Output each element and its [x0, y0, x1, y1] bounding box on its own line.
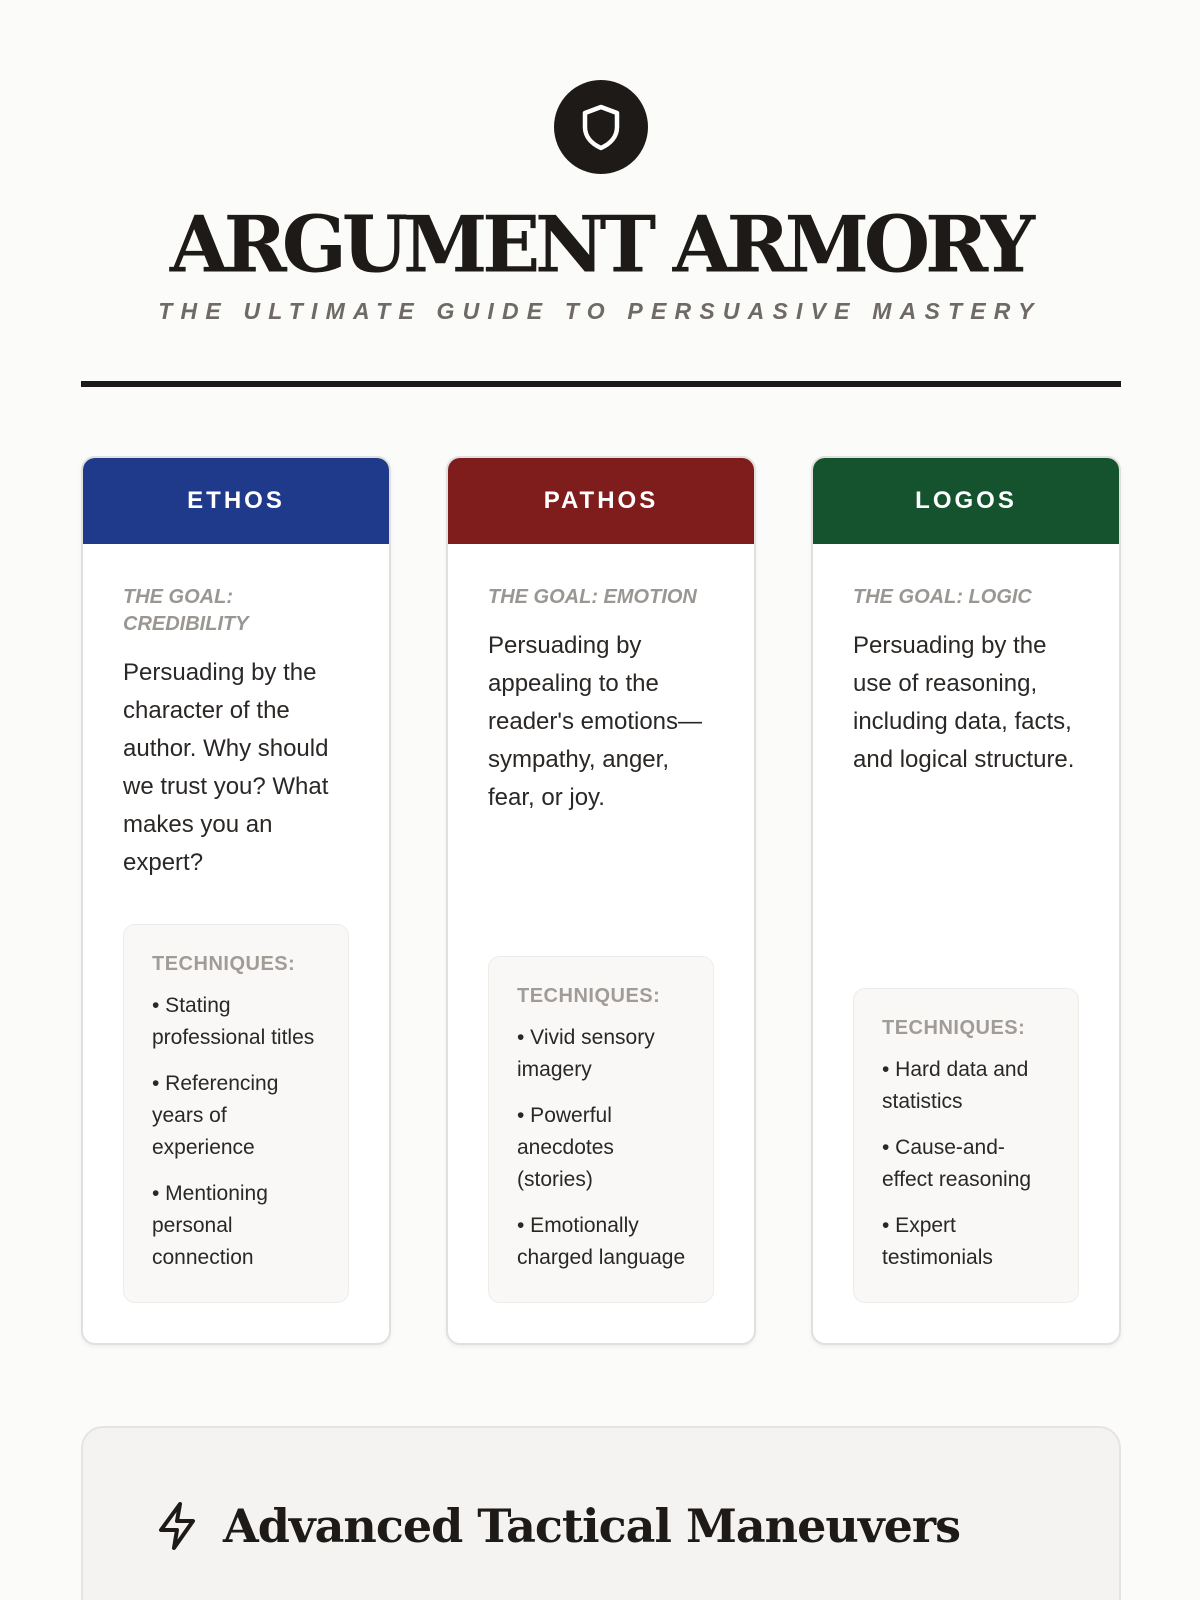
- shield-icon: [554, 80, 648, 174]
- pillar-card-pathos: [446, 456, 756, 1345]
- pillar-goal: THE GOAL: LOGIC: [853, 586, 1032, 608]
- section-title: Advanced Tactical Maneuvers: [223, 1499, 960, 1553]
- page-subtitle: THE ULTIMATE GUIDE TO PERSUASIVE MASTERY: [158, 298, 1042, 324]
- advanced-section: [81, 1426, 1121, 1600]
- lightning-icon: [153, 1500, 201, 1552]
- technique-item: • Expert testimonials: [882, 1214, 993, 1269]
- technique-item: • Mentioning personal connection: [152, 1182, 268, 1269]
- technique-item: • Emotionally charged language: [517, 1214, 686, 1269]
- techniques-label: TECHNIQUES:: [517, 985, 661, 1007]
- techniques-box: [853, 988, 1079, 1303]
- technique-item: • Referencing years of experience: [152, 1072, 279, 1159]
- techniques-label: TECHNIQUES:: [152, 953, 296, 975]
- pillar-card-logos: [811, 456, 1121, 1345]
- technique-item: • Vivid sensory imagery: [517, 1026, 655, 1081]
- pillar-description: Persuading by the use of reasoning, including data, facts, and logical structure.: [853, 632, 1075, 773]
- pillar-card-ethos: [81, 456, 391, 1345]
- techniques-box: [123, 924, 349, 1303]
- pillar-header: PATHOS: [448, 458, 754, 544]
- technique-item: • Hard data and statistics: [882, 1058, 1029, 1113]
- header-divider: [81, 381, 1121, 387]
- techniques-label: TECHNIQUES:: [882, 1017, 1026, 1039]
- technique-item: • Powerful anecdotes (stories): [517, 1104, 614, 1191]
- page-title: ARGUMENT ARMORY: [169, 199, 1031, 290]
- pillar-description: Persuading by the character of the author. Why should we trust you? What makes you an expert?: [123, 659, 329, 876]
- technique-item: • Cause-and-effect reasoning: [882, 1136, 1032, 1191]
- pillar-goal: THE GOAL: CREDIBILITY: [123, 586, 249, 635]
- techniques-box: [488, 956, 714, 1303]
- pillar-header: ETHOS: [83, 458, 389, 544]
- pillar-goal: THE GOAL: EMOTION: [488, 586, 697, 608]
- pillar-header: LOGOS: [813, 458, 1119, 544]
- page-header: [0, 0, 1200, 400]
- technique-item: • Stating professional titles: [152, 994, 315, 1049]
- pillar-description: Persuading by appealing to the reader's emotions—sympathy, anger, fear, or joy.: [488, 632, 703, 811]
